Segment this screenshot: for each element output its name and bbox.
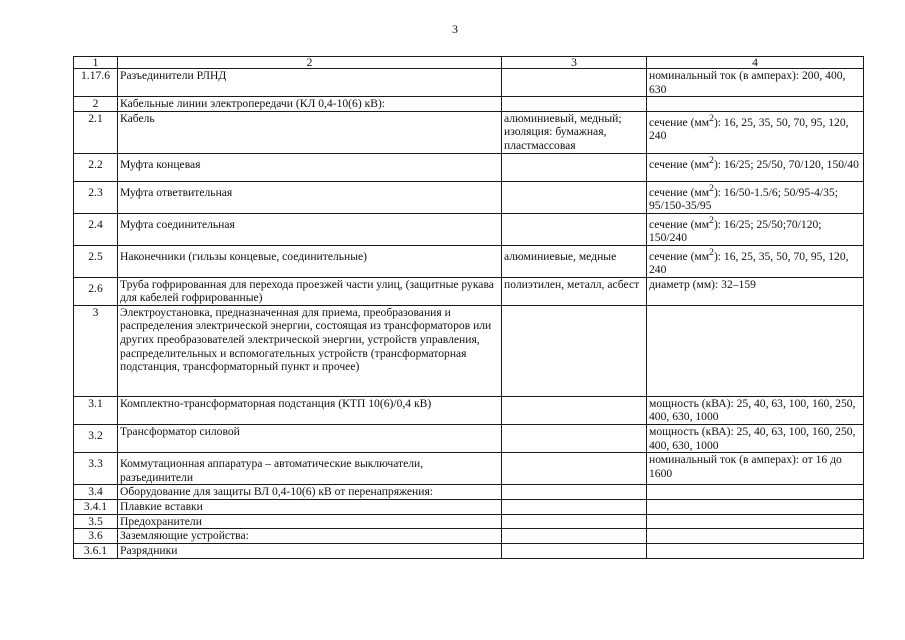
row-material <box>502 305 647 396</box>
row-number: 3.2 <box>74 425 118 453</box>
row-material <box>502 529 647 544</box>
column-header: 2 <box>118 57 502 69</box>
row-material <box>502 485 647 500</box>
row-name: Кабельные линии электропередачи (КЛ 0,4-10(6) кВ): <box>118 97 502 112</box>
column-header: 1 <box>74 57 118 69</box>
row-number: 3.3 <box>74 453 118 485</box>
row-number: 2.2 <box>74 153 118 181</box>
row-parameter <box>647 305 864 396</box>
row-material <box>502 97 647 112</box>
row-parameter: сечение $(мм^2)$: 16/50-1.5/6; 50/95-4/35; 95/150-35/95 <box>647 181 864 213</box>
row-material <box>502 543 647 558</box>
row-number: 2.5 <box>74 245 118 277</box>
column-header: 4 <box>647 57 864 69</box>
row-number: 1.17.6 <box>74 69 118 97</box>
table-header-row <box>74 57 864 69</box>
row-name: Труба гофрированная для перехода проезжей части улиц, (защитные рукава для кабелей гофрированные) <box>118 277 502 305</box>
row-name: Разъединители РЛНД <box>118 69 502 97</box>
row-material <box>502 181 647 213</box>
row-parameter: сечение $(мм^2)$: 16, 25, 35, 50, 70, 95, 120, 240 <box>647 245 864 277</box>
row-number: 3.4 <box>74 485 118 500</box>
column-header: 3 <box>502 57 647 69</box>
table-row <box>74 453 864 485</box>
row-number: 3 <box>74 305 118 396</box>
table-row <box>74 111 864 153</box>
table-row <box>74 181 864 213</box>
row-parameter <box>647 514 864 529</box>
row-name: Плавкие вставки <box>118 500 502 515</box>
row-parameter: сечение $(мм^2)$: 16/25; 25/50, 70/120, 150/40 <box>647 153 864 181</box>
row-parameter <box>647 97 864 112</box>
table-row <box>74 514 864 529</box>
table-row <box>74 529 864 544</box>
row-material <box>502 153 647 181</box>
row-parameter <box>647 529 864 544</box>
table-row <box>74 305 864 396</box>
row-parameter: сечение $(мм^2)$: 16/25; 25/50;70/120; 150/240 <box>647 213 864 245</box>
row-material: полиэтилен, металл, асбест <box>502 277 647 305</box>
row-parameter: сечение $(мм^2)$: 16, 25, 35, 50, 70, 95, 120, 240 <box>647 111 864 153</box>
row-parameter <box>647 485 864 500</box>
table-row <box>74 213 864 245</box>
row-parameter <box>647 500 864 515</box>
table-row <box>74 245 864 277</box>
row-material <box>502 396 647 424</box>
row-number: 2.1 <box>74 111 118 153</box>
row-parameter: мощность (кВА): 25, 40, 63, 100, 160, 250, 400, 630, 1000 <box>647 396 864 424</box>
row-name: Коммутационная аппаратура – автоматические выключатели, разъединители <box>118 453 502 485</box>
row-parameter: номинальный ток (в амперах): 200, 400, 630 <box>647 69 864 97</box>
row-material: алюминиевый, медный; изоляция: бумажная, пластмассовая <box>502 111 647 153</box>
row-name: Предохранители <box>118 514 502 529</box>
row-name: Муфта ответвительная <box>118 181 502 213</box>
table-row <box>74 97 864 112</box>
row-name: Муфта соединительная <box>118 213 502 245</box>
row-name: Оборудование для защиты ВЛ 0,4-10(6) кВ от перенапряжения: <box>118 485 502 500</box>
row-parameter <box>647 543 864 558</box>
row-material <box>502 500 647 515</box>
row-number: 3.6 <box>74 529 118 544</box>
table-row <box>74 153 864 181</box>
row-number: 3.4.1 <box>74 500 118 515</box>
row-number: 2.4 <box>74 213 118 245</box>
row-number: 3.6.1 <box>74 543 118 558</box>
specification-table <box>73 56 864 559</box>
row-parameter: диаметр (мм): 32–159 <box>647 277 864 305</box>
row-name: Муфта концевая <box>118 153 502 181</box>
row-parameter: номинальный ток (в амперах): от 16 до 1600 <box>647 453 864 485</box>
page-number: 3 <box>452 22 458 36</box>
row-material <box>502 514 647 529</box>
table-row <box>74 425 864 453</box>
row-name: Комплектно-трансформаторная подстанция (КТП 10(6)/0,4 кВ) <box>118 396 502 424</box>
row-name: Заземляющие устройства: <box>118 529 502 544</box>
row-name: Электроустановка, предназначенная для приема, преобразования и распределения электрической энергии, состоящая из трансформаторов или других преобразователей электрической энергии, устройств управления, распределительных и вспомогательных устройств (трансформаторная подстанция, трансформаторный пункт и прочее) <box>118 305 502 396</box>
row-number: 2.6 <box>74 277 118 305</box>
row-number: 3.1 <box>74 396 118 424</box>
row-material <box>502 69 647 97</box>
table-row <box>74 543 864 558</box>
row-name: Кабель <box>118 111 502 153</box>
table-row <box>74 396 864 424</box>
row-number: 2.3 <box>74 181 118 213</box>
row-name: Трансформатор силовой <box>118 425 502 453</box>
table-row <box>74 500 864 515</box>
table-row <box>74 485 864 500</box>
row-number: 2 <box>74 97 118 112</box>
row-material: алюминиевые, медные <box>502 245 647 277</box>
row-material <box>502 453 647 485</box>
row-material <box>502 213 647 245</box>
table-row <box>74 69 864 97</box>
table-row <box>74 277 864 305</box>
row-name: Наконечники (гильзы концевые, соединительные) <box>118 245 502 277</box>
row-parameter: мощность (кВА): 25, 40, 63, 100, 160, 250, 400, 630, 1000 <box>647 425 864 453</box>
row-number: 3.5 <box>74 514 118 529</box>
row-material <box>502 425 647 453</box>
row-name: Разрядники <box>118 543 502 558</box>
